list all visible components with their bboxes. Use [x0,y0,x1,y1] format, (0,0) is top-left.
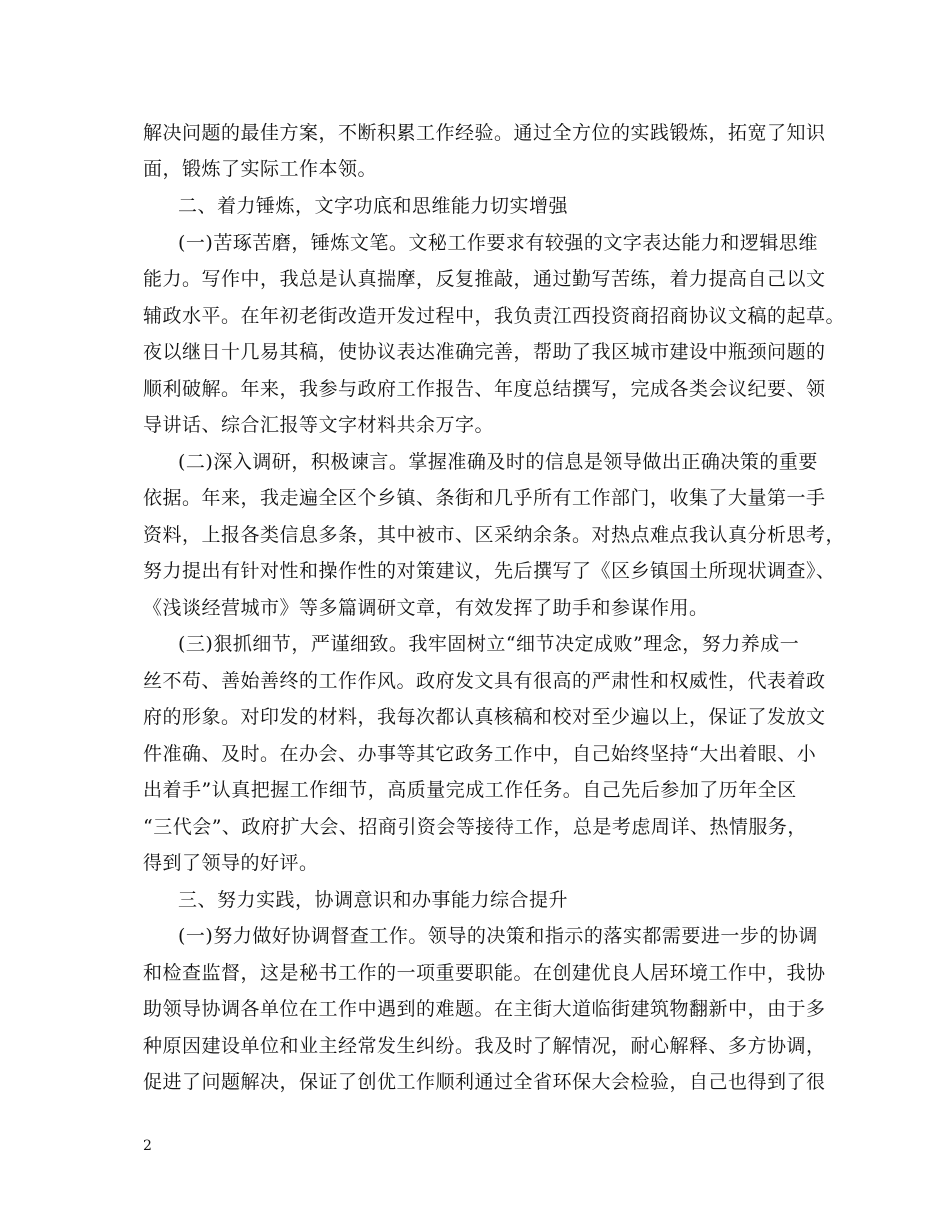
text-line: 得到了领导的好评。 [143,852,319,874]
text-line: 解决问题的最佳方案，不断积累工作经验。通过全方位的实践锻炼，拓宽了知识 [143,122,826,144]
text-line: 件准确、及时。在办会、办事等其它政务工作中，自己始终坚持“大出着眼、小 [143,743,817,765]
section-heading: 三、努力实践，协调意识和办事能力综合提升 [178,889,569,911]
text-line: (一)苦琢苦磨，锤炼文笔。文秘工作要求有较强的文字表达能力和逻辑思维 [178,232,818,254]
text-line: 能力。写作中，我总是认真揣摩，反复推敲，通过勤写苦练，着力提高自己以文 [143,268,826,290]
text-line: (一)努力做好协调督查工作。领导的决策和指示的落实都需要进一步的协调 [178,925,818,947]
text-line: 导讲话、综合汇报等文字材料共余万字。 [143,414,495,436]
text-line: (二)深入调研，积极谏言。掌握准确及时的信息是领导做出正确决策的重要 [178,451,818,473]
text-line: 依据。年来，我走遍全区个乡镇、条街和几乎所有工作部门，收集了大量第一手 [143,487,826,509]
text-line: 促进了问题解决，保证了创优工作顺利通过全省环保大会检验，自己也得到了很 [143,1071,826,1093]
text-line: (三)狠抓细节，严谨细致。我牢固树立“细节决定成败”理念，努力养成一 [178,633,800,655]
text-line: 府的形象。对印发的材料，我每次都认真核稿和校对至少遍以上，保证了发放文 [143,706,826,728]
text-line: 出着手”认真把握工作细节，高质量完成工作任务。自己先后参加了历年全区 [143,779,797,801]
text-line: 和检查监督，这是秘书工作的一项重要职能。在创建优良人居环境工作中，我协 [143,962,826,984]
text-line: 顺利破解。年来，我参与政府工作报告、年度总结撰写，完成各类会议纪要、领 [143,378,826,400]
text-line: 助领导协调各单位在工作中遇到的难题。在主街大道临街建筑物翻新中，由于多 [143,998,826,1020]
text-line: 《浅谈经营城市》等多篇调研文章，有效发挥了助手和参谋作用。 [143,597,709,619]
text-line: 夜以继日十几易其稿，使协议表达准确完善，帮助了我区城市建设中瓶颈问题的 [143,341,826,363]
text-line: 种原因建设单位和业主经常发生纠纷。我及时了解情况，耐心解释、多方协调， [143,1035,826,1057]
text-line: 资料，上报各类信息多条，其中被市、区采纳余条。对热点难点我认真分析思考， [143,524,846,546]
page-number: 2 [143,1138,152,1154]
text-line: 丝不苟、善始善终的工作作风。政府发文具有很高的严肃性和权威性，代表着政 [143,670,826,692]
text-line: 面，锻炼了实际工作本领。 [143,158,378,180]
text-line: 努力提出有针对性和操作性的对策建议，先后撰写了《区乡镇国土所现状调查》、 [143,560,836,582]
text-line: “三代会”、政府扩大会、招商引资会等接待工作，总是考虑周详、热情服务， [143,816,807,838]
text-line: 辅政水平。在年初老街改造开发过程中，我负责江西投资商招商协议文稿的起草。 [143,305,846,327]
section-heading: 二、着力锤炼，文字功底和思维能力切实增强 [178,195,569,217]
